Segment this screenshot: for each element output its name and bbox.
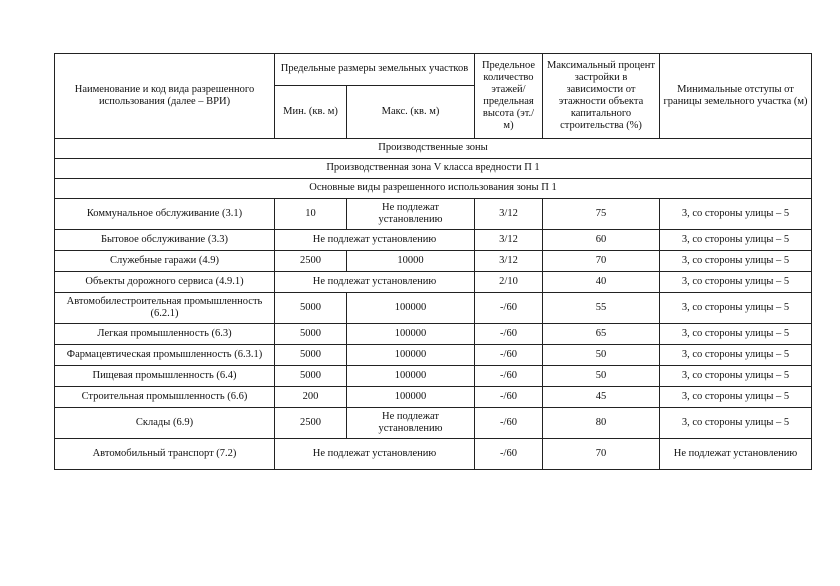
header-min: Мин. (кв. м)	[275, 86, 347, 139]
row-percent: 50	[543, 345, 660, 366]
row-min: 5000	[275, 293, 347, 324]
header-percent: Максимальный процент застройки в зависимости от этажности объекта капитального строительства (%)	[543, 54, 660, 139]
row-name: Бытовое обслуживание (3.3)	[55, 230, 275, 251]
row-setback: 3, со стороны улицы – 5	[660, 387, 812, 408]
section-zones: Производственные зоны	[55, 139, 812, 159]
row-max: 10000	[347, 251, 475, 272]
land-use-table	[54, 53, 812, 470]
row-floors: -/60	[475, 324, 543, 345]
row-setback: 3, со стороны улицы – 5	[660, 230, 812, 251]
row-max: 100000	[347, 366, 475, 387]
row-percent: 70	[543, 439, 660, 470]
table-row	[55, 230, 812, 251]
row-name: Легкая промышленность (6.3)	[55, 324, 275, 345]
row-name: Автомобилестроительная промышленность (6.2.1)	[55, 293, 275, 324]
row-min: 5000	[275, 345, 347, 366]
row-floors: 3/12	[475, 199, 543, 230]
table-body	[55, 199, 812, 470]
row-min: 200	[275, 387, 347, 408]
header-floors: Предельное количество этажей/ предельная высота (эт./м)	[475, 54, 543, 139]
row-floors: -/60	[475, 439, 543, 470]
row-name: Автомобильный транспорт (7.2)	[55, 439, 275, 470]
row-setback: 3, со стороны улицы – 5	[660, 366, 812, 387]
table-row	[55, 293, 812, 324]
row-percent: 80	[543, 408, 660, 439]
row-setback: 3, со стороны улицы – 5	[660, 272, 812, 293]
row-name: Коммунальное обслуживание (3.1)	[55, 199, 275, 230]
row-floors: -/60	[475, 293, 543, 324]
row-min: 5000	[275, 366, 347, 387]
section-main-types: Основные виды разрешенного использования зоны П 1	[55, 179, 812, 199]
row-setback: 3, со стороны улицы – 5	[660, 293, 812, 324]
row-setback: Не подлежат установлению	[660, 439, 812, 470]
header-name: Наименование и код вида разрешенного использования (далее – ВРИ)	[55, 54, 275, 139]
row-max: 100000	[347, 387, 475, 408]
row-percent: 65	[543, 324, 660, 345]
row-size-merged: Не подлежат установлению	[275, 439, 475, 470]
row-min: 2500	[275, 408, 347, 439]
header-sizes: Предельные размеры земельных участков	[275, 54, 475, 86]
row-max: 100000	[347, 293, 475, 324]
row-size-merged: Не подлежат установлению	[275, 272, 475, 293]
row-setback: 3, со стороны улицы – 5	[660, 199, 812, 230]
row-min: 2500	[275, 251, 347, 272]
row-floors: -/60	[475, 366, 543, 387]
row-floors: 3/12	[475, 230, 543, 251]
row-floors: -/60	[475, 345, 543, 366]
row-percent: 75	[543, 199, 660, 230]
row-max: 100000	[347, 324, 475, 345]
row-name: Объекты дорожного сервиса (4.9.1)	[55, 272, 275, 293]
table-row	[55, 366, 812, 387]
row-setback: 3, со стороны улицы – 5	[660, 408, 812, 439]
row-floors: -/60	[475, 387, 543, 408]
row-setback: 3, со стороны улицы – 5	[660, 345, 812, 366]
row-min: 5000	[275, 324, 347, 345]
header-setback: Минимальные отступы от границы земельного участка (м)	[660, 54, 812, 139]
table-row	[55, 324, 812, 345]
section-zone: Производственная зона V класса вредности П 1	[55, 159, 812, 179]
row-floors: 2/10	[475, 272, 543, 293]
table-row	[55, 439, 812, 470]
row-max: 100000	[347, 345, 475, 366]
table-row	[55, 272, 812, 293]
row-percent: 45	[543, 387, 660, 408]
row-percent: 70	[543, 251, 660, 272]
row-max: Не подлежат установлению	[347, 199, 475, 230]
row-percent: 55	[543, 293, 660, 324]
row-name: Служебные гаражи (4.9)	[55, 251, 275, 272]
row-name: Строительная промышленность (6.6)	[55, 387, 275, 408]
row-floors: 3/12	[475, 251, 543, 272]
row-max: Не подлежат установлению	[347, 408, 475, 439]
row-percent: 60	[543, 230, 660, 251]
header-max: Макс. (кв. м)	[347, 86, 475, 139]
table-row	[55, 199, 812, 230]
row-name: Пищевая промышленность (6.4)	[55, 366, 275, 387]
table-row	[55, 408, 812, 439]
row-size-merged: Не подлежат установлению	[275, 230, 475, 251]
table-row	[55, 387, 812, 408]
row-setback: 3, со стороны улицы – 5	[660, 251, 812, 272]
row-setback: 3, со стороны улицы – 5	[660, 324, 812, 345]
table-row	[55, 251, 812, 272]
row-min: 10	[275, 199, 347, 230]
row-percent: 50	[543, 366, 660, 387]
row-name: Склады (6.9)	[55, 408, 275, 439]
row-percent: 40	[543, 272, 660, 293]
table-row	[55, 345, 812, 366]
row-name: Фармацевтическая промышленность (6.3.1)	[55, 345, 275, 366]
row-floors: -/60	[475, 408, 543, 439]
